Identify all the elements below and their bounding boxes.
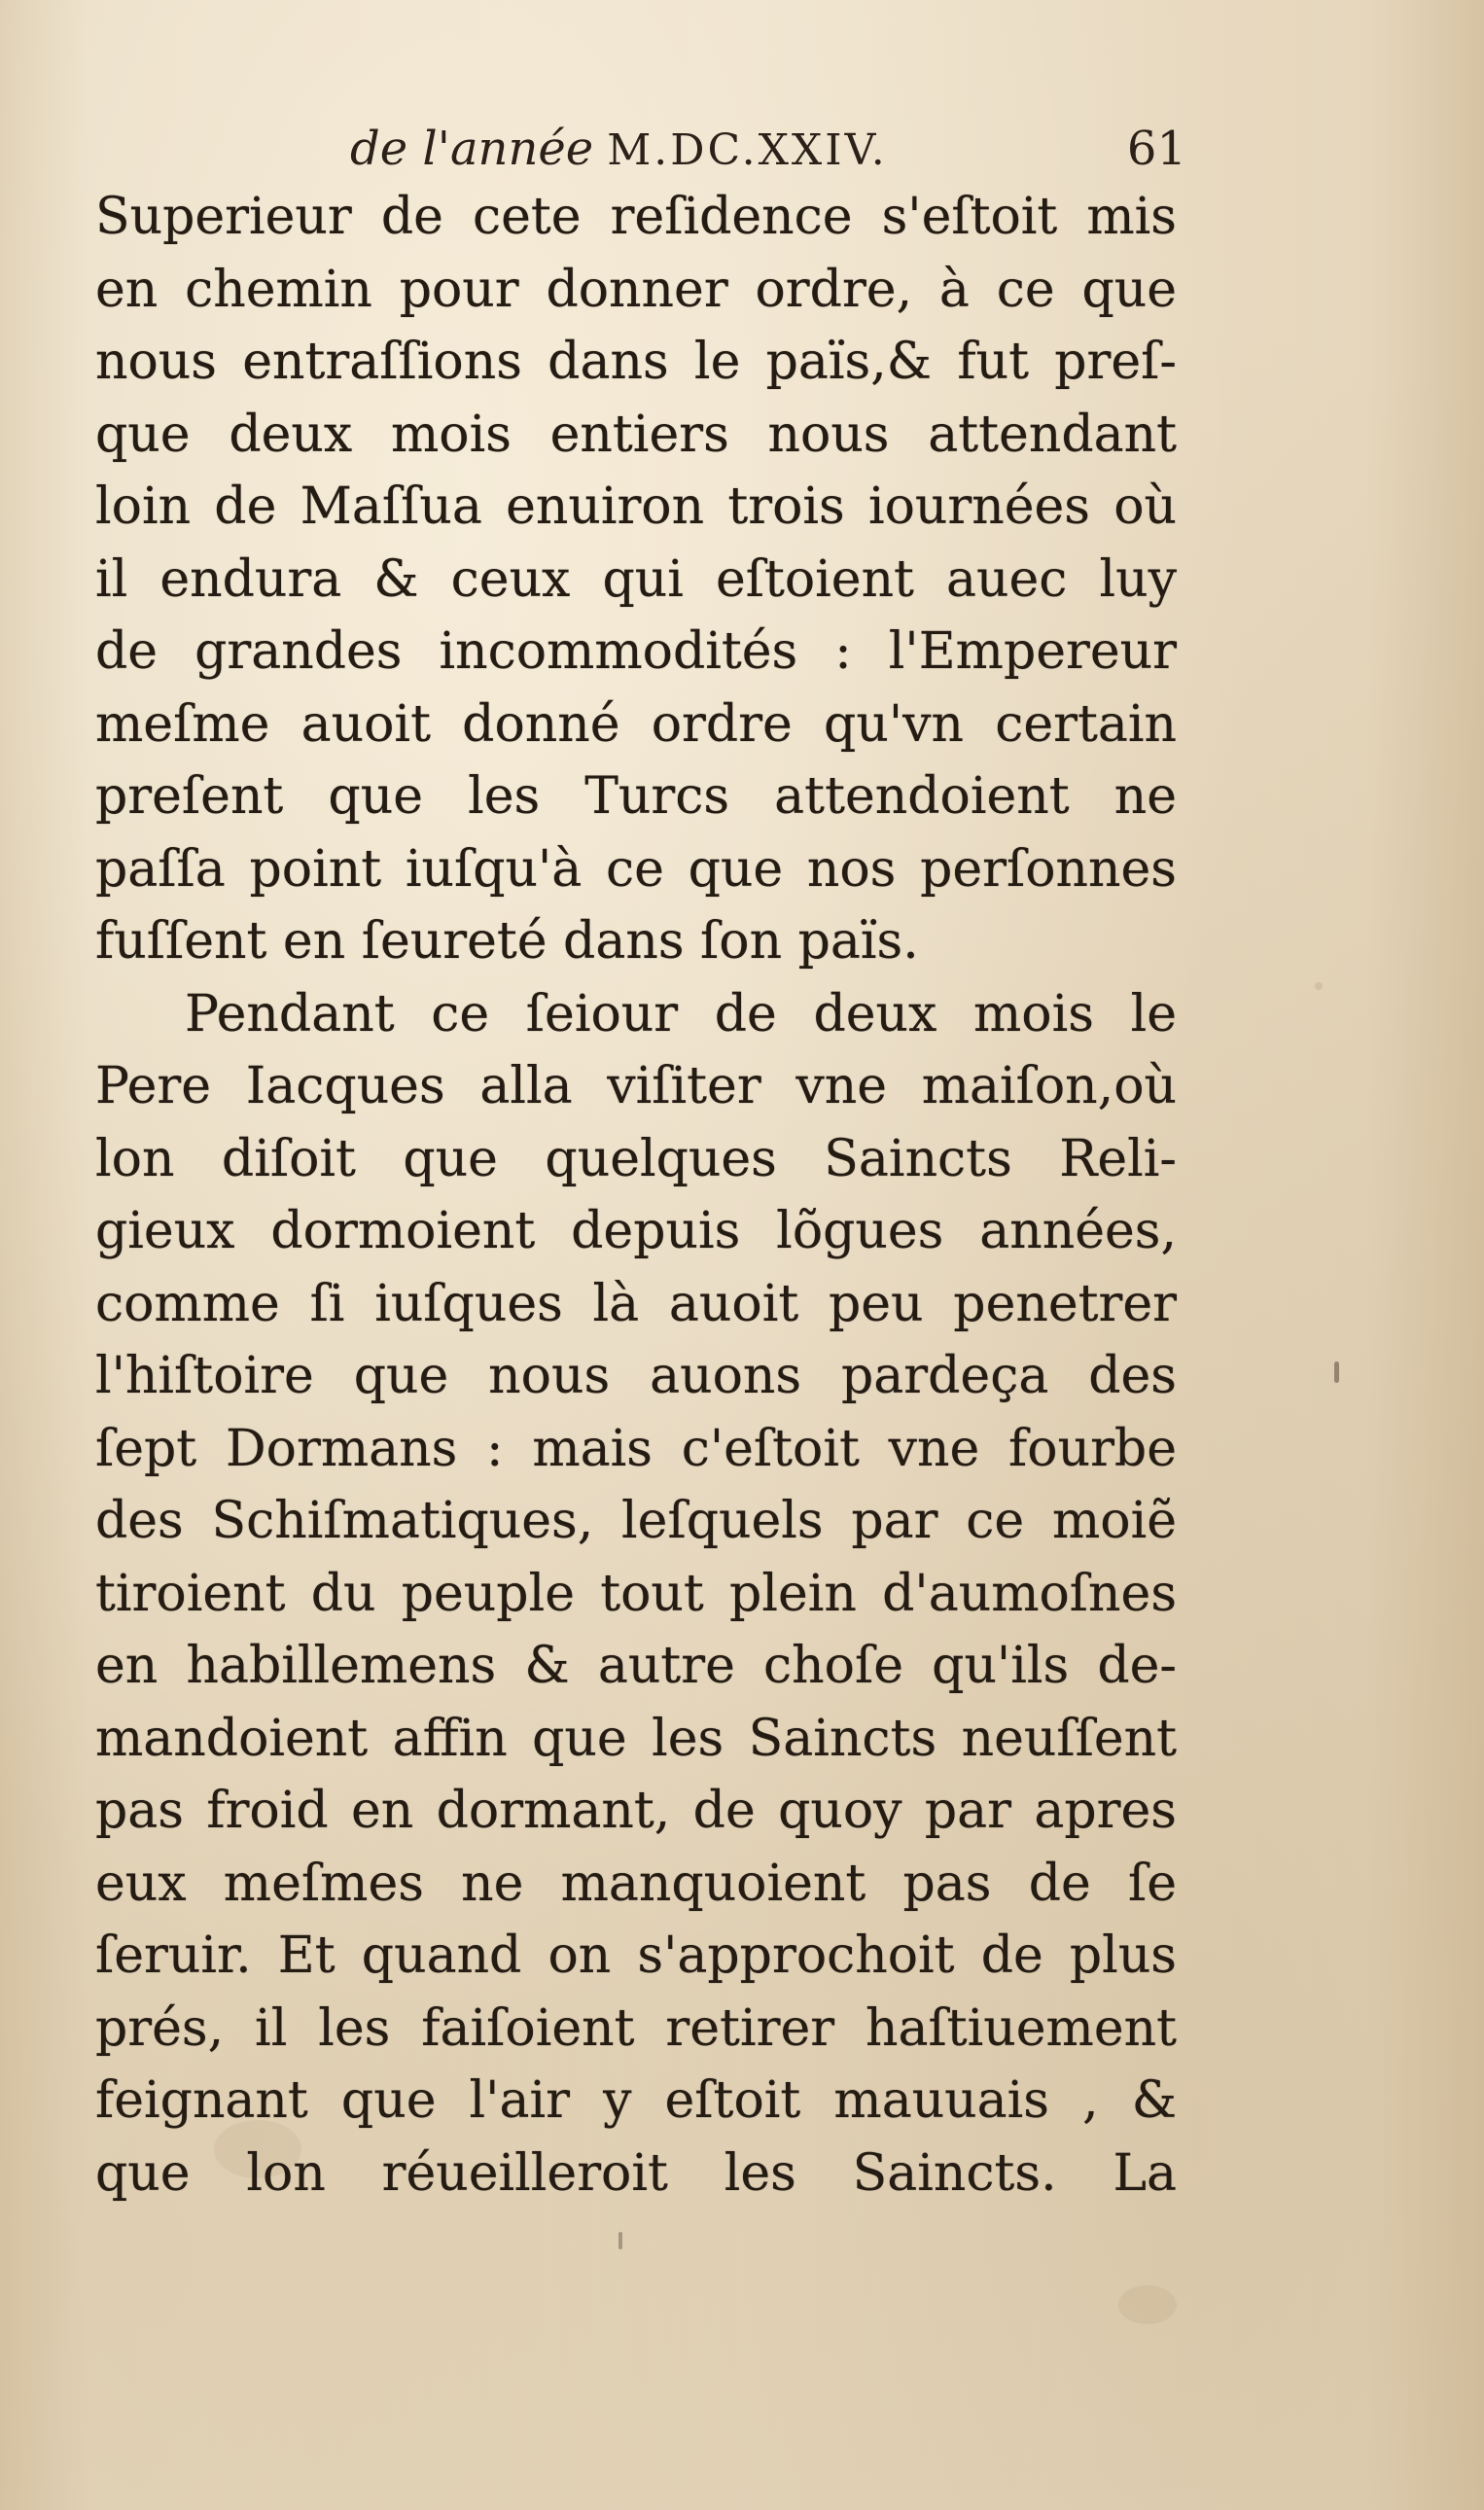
text-line: tiroient du peuple tout plein d'aumoſnes bbox=[95, 1564, 1177, 1623]
running-head-year: M.DC.XXIV. bbox=[607, 125, 888, 175]
text-line: des Schiſmatiques, leſquels par ce moiẽ bbox=[95, 1492, 1177, 1550]
text-line: ſept Dormans : mais c'eſtoit vne fourbe bbox=[95, 1419, 1177, 1478]
running-head bbox=[350, 115, 1186, 183]
text-line: feignant que l'air y eſtoit mauuais , & bbox=[95, 2071, 1177, 2130]
text-line: en chemin pour donner ordre, à ce que bbox=[95, 260, 1177, 319]
text-line: en habillemens & autre choſe qu'ils de- bbox=[95, 1637, 1177, 1695]
running-head-title: de l'année bbox=[350, 122, 594, 176]
paper-stain bbox=[1118, 2285, 1177, 2324]
text-line: pas froid en dormant, de quoy par apres bbox=[95, 1782, 1177, 1840]
text-line: meſme auoit donné ordre qu'vn certain bbox=[95, 694, 1177, 754]
text-line: ſeruir. Et quand on s'approchoit de plus bbox=[95, 1927, 1177, 1985]
page-number: 61 bbox=[1126, 122, 1186, 176]
paper-stain bbox=[1315, 982, 1323, 990]
text-line: que lon réueilleroit les Saincts. La bbox=[95, 2143, 1177, 2203]
text-line: fuſſent en ſeureté dans ſon païs. bbox=[95, 912, 919, 971]
text-line: Pere Iacques alla viſiter vne maiſon,où bbox=[95, 1057, 1177, 1115]
paper-stain bbox=[1334, 1361, 1339, 1383]
text-line: que deux mois entiers nous attendant bbox=[95, 405, 1177, 464]
body-text bbox=[95, 181, 1177, 2210]
text-line: nous entraſſions dans le païs,& fut preſ- bbox=[95, 333, 1177, 391]
text-line: preſent que les Turcs attendoient ne bbox=[95, 767, 1177, 826]
text-line: gieux dormoient depuis lõgues années, bbox=[95, 1202, 1177, 1260]
text-line: l'hiſtoire que nous auons pardeça des bbox=[95, 1347, 1177, 1405]
text-line: loin de Maſſua enuiron trois iournées où bbox=[95, 477, 1177, 536]
text-line: paſſa point iuſqu'à ce que nos perſonnes bbox=[95, 839, 1177, 899]
text-line: Pendant ce ſeiour de deux mois le bbox=[185, 984, 1177, 1043]
text-line: de grandes incommodités : l'Empereur bbox=[95, 622, 1177, 681]
text-line: mandoient affin que les Saincts neuſſent bbox=[95, 1709, 1177, 1768]
text-line: il endura & ceux qui eſtoient auec luy bbox=[95, 549, 1177, 609]
paragraph bbox=[95, 978, 1177, 2210]
paper-stain bbox=[618, 2232, 622, 2249]
text-line: eux meſmes ne manquoient pas de ſe bbox=[95, 1854, 1177, 1913]
paragraph bbox=[95, 181, 1177, 978]
text-line: lon diſoit que quelques Saincts Reli- bbox=[95, 1129, 1177, 1188]
text-line: comme ſi iuſques là auoit peu penetrer bbox=[95, 1274, 1177, 1333]
text-line: Superieur de cete reſidence s'eſtoit mis bbox=[95, 188, 1177, 246]
text-line: prés, il les faiſoient retirer haſtiuement bbox=[95, 1998, 1177, 2058]
